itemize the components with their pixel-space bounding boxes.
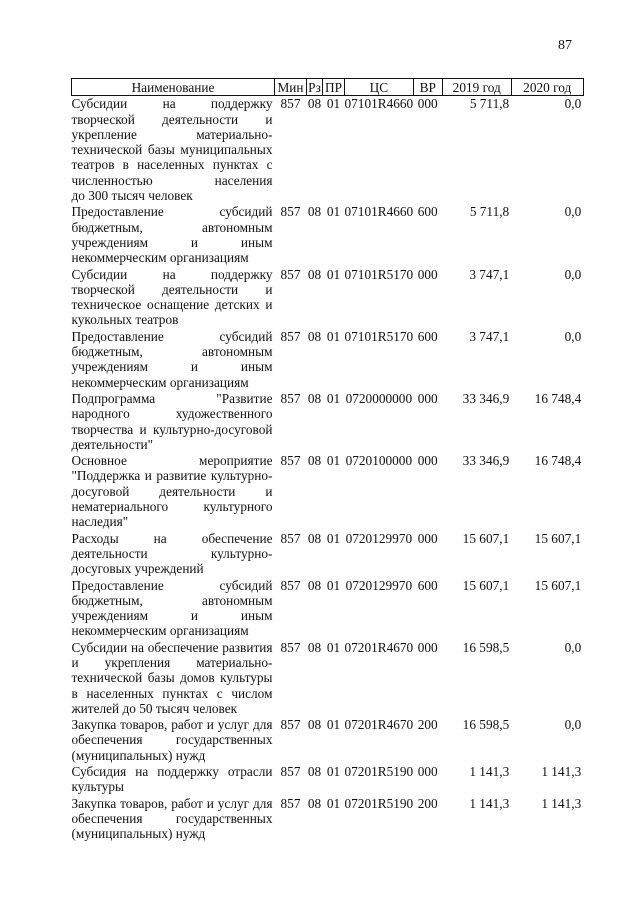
table-row bbox=[72, 764, 584, 796]
row-cs: 07201R5190 bbox=[344, 764, 414, 780]
row-rz: 08 bbox=[307, 266, 322, 282]
row-name-line: и укрепления материально- bbox=[71, 654, 273, 670]
table-row bbox=[72, 640, 584, 717]
table-row bbox=[72, 267, 584, 329]
header-pr: ПР bbox=[323, 79, 345, 96]
row-2019: 5 711,8 bbox=[469, 96, 510, 112]
row-name-line: театров в населенных пунктах с bbox=[71, 157, 273, 173]
table-row bbox=[72, 717, 584, 764]
row-pr: 01 bbox=[326, 328, 341, 344]
row-name bbox=[72, 329, 275, 391]
row-min: 857 bbox=[280, 96, 301, 112]
header-min: Мин bbox=[275, 79, 307, 96]
row-name-line: некоммерческим организациям bbox=[71, 250, 249, 266]
row-cs: 07101R5170 bbox=[344, 266, 414, 282]
row-2020: 0,0 bbox=[564, 204, 582, 220]
row-cs: 07101R5170 bbox=[344, 328, 414, 344]
row-2019: 3 747,1 bbox=[469, 266, 510, 282]
row-vr: 000 bbox=[417, 390, 438, 406]
header-vr: ВР bbox=[413, 79, 442, 96]
row-name-line: Субсидии на обеспечение развития bbox=[71, 639, 273, 655]
row-pr: 01 bbox=[326, 639, 341, 655]
row-cs: 0720129970 bbox=[345, 530, 413, 546]
row-cs: 07201R4670 bbox=[344, 639, 414, 655]
row-min: 857 bbox=[280, 453, 301, 469]
row-pr: 01 bbox=[326, 577, 341, 593]
table-row bbox=[72, 391, 584, 453]
row-vr: 000 bbox=[417, 530, 438, 546]
header-cs: ЦС bbox=[345, 79, 414, 96]
row-name bbox=[72, 204, 275, 266]
row-name-line: кукольных театров bbox=[71, 312, 179, 328]
row-name-line: бюджетным, автономным bbox=[71, 219, 273, 235]
row-min: 857 bbox=[280, 795, 301, 811]
row-2020: 1 141,3 bbox=[541, 764, 582, 780]
row-min: 857 bbox=[280, 639, 301, 655]
budget-table bbox=[71, 78, 584, 843]
row-name-line: (муниципальных) нужд bbox=[71, 747, 206, 763]
row-name bbox=[72, 764, 275, 796]
header-rz: Рз bbox=[308, 80, 321, 95]
row-name-line: Основное мероприятие bbox=[71, 453, 273, 469]
row-min: 857 bbox=[280, 390, 301, 406]
row-cs: 07201R4670 bbox=[344, 717, 414, 733]
row-name-line: Субсидия на поддержку отрасли bbox=[71, 764, 273, 780]
row-2019: 33 346,9 bbox=[462, 390, 510, 406]
row-pr: 01 bbox=[326, 530, 341, 546]
row-min: 857 bbox=[280, 204, 301, 220]
row-name-line: (муниципальных) нужд bbox=[71, 826, 206, 842]
row-rz: 08 bbox=[307, 530, 322, 546]
row-2019: 16 598,5 bbox=[462, 639, 510, 655]
row-name bbox=[72, 391, 275, 453]
row-name-line: Предоставление субсидий bbox=[71, 204, 273, 220]
row-cs: 0720000000 bbox=[345, 390, 413, 406]
row-name-line: учреждениям и иным bbox=[71, 234, 273, 250]
row-name bbox=[72, 717, 275, 764]
row-name-line: учреждениям и иным bbox=[71, 608, 273, 624]
table-row bbox=[72, 531, 584, 578]
header-name: Наименование bbox=[72, 79, 275, 96]
row-rz: 08 bbox=[307, 639, 322, 655]
row-vr: 200 bbox=[417, 795, 438, 811]
row-name-line: деятельности культурно- bbox=[71, 545, 273, 561]
row-name-line: некоммерческим организациям bbox=[71, 374, 249, 390]
row-name-line: творчества и культурно-досуговой bbox=[71, 421, 273, 437]
row-name-line: численностью населения bbox=[71, 172, 273, 188]
row-vr: 000 bbox=[417, 96, 438, 112]
table-row bbox=[72, 96, 584, 205]
row-cs: 07101R4660 bbox=[344, 96, 414, 112]
row-vr: 600 bbox=[417, 577, 438, 593]
table-row bbox=[72, 578, 584, 640]
row-name bbox=[72, 578, 275, 640]
row-rz: 08 bbox=[307, 204, 322, 220]
row-name bbox=[72, 267, 275, 329]
row-name-line: обеспечения государственных bbox=[71, 732, 273, 748]
row-pr: 01 bbox=[326, 266, 341, 282]
row-name-line: обеспечения государственных bbox=[71, 810, 273, 826]
row-name-line: творческой деятельности и bbox=[71, 281, 273, 297]
row-name-line: Субсидии на поддержку bbox=[71, 266, 273, 282]
row-2020: 0,0 bbox=[564, 266, 582, 282]
row-pr: 01 bbox=[326, 204, 341, 220]
row-vr: 600 bbox=[417, 328, 438, 344]
row-2019: 1 141,3 bbox=[469, 764, 510, 780]
row-pr: 01 bbox=[326, 764, 341, 780]
row-name bbox=[72, 640, 275, 717]
row-name-line: Субсидии на поддержку bbox=[71, 96, 273, 112]
row-vr: 000 bbox=[417, 453, 438, 469]
row-rz: 08 bbox=[307, 717, 322, 733]
row-min: 857 bbox=[280, 764, 301, 780]
row-2019: 15 607,1 bbox=[462, 577, 510, 593]
row-pr: 01 bbox=[326, 717, 341, 733]
table-row bbox=[72, 796, 584, 843]
row-cs: 07201R5190 bbox=[344, 795, 414, 811]
row-2020: 0,0 bbox=[564, 717, 582, 733]
page-number: 87 bbox=[558, 38, 572, 53]
row-2020: 16 748,4 bbox=[534, 390, 582, 406]
row-name-line: учреждениям и иным bbox=[71, 359, 273, 375]
row-rz: 08 bbox=[307, 577, 322, 593]
row-name-line: Подпрограмма "Развитие bbox=[71, 390, 273, 406]
row-name-line: "Поддержка и развитие культурно- bbox=[71, 468, 273, 484]
row-2019: 1 141,3 bbox=[469, 795, 510, 811]
row-cs: 0720100000 bbox=[345, 453, 413, 469]
row-pr: 01 bbox=[326, 390, 341, 406]
row-rz: 08 bbox=[307, 764, 322, 780]
row-2019: 15 607,1 bbox=[462, 530, 510, 546]
row-name-line: в населенных пунктах с числом bbox=[71, 685, 273, 701]
row-pr: 01 bbox=[326, 795, 341, 811]
row-name bbox=[72, 453, 275, 530]
row-rz: 08 bbox=[307, 453, 322, 469]
row-2019: 5 711,8 bbox=[469, 204, 510, 220]
table-row bbox=[72, 329, 584, 391]
table-row bbox=[72, 204, 584, 266]
row-name-line: бюджетным, автономным bbox=[71, 592, 273, 608]
row-rz: 08 bbox=[307, 96, 322, 112]
row-name-line: досуговых учреждений bbox=[71, 561, 204, 577]
row-name-line: Закупка товаров, работ и услуг для bbox=[71, 717, 273, 733]
row-pr: 01 bbox=[326, 453, 341, 469]
row-pr: 01 bbox=[326, 96, 341, 112]
row-rz: 08 bbox=[307, 390, 322, 406]
row-vr: 600 bbox=[417, 204, 438, 220]
row-2019: 3 747,1 bbox=[469, 328, 510, 344]
row-name-line: технической базы домов культуры bbox=[71, 670, 273, 686]
row-name-line: техническое оснащение детских и bbox=[71, 297, 273, 313]
row-name-line: Расходы на обеспечение bbox=[71, 530, 273, 546]
row-rz: 08 bbox=[307, 328, 322, 344]
row-name bbox=[72, 531, 275, 578]
row-name-line: нематериального культурного bbox=[71, 499, 273, 515]
row-min: 857 bbox=[280, 717, 301, 733]
row-2020: 15 607,1 bbox=[534, 577, 582, 593]
row-name-line: Предоставление субсидий bbox=[71, 577, 273, 593]
header-2019: 2019 год bbox=[442, 79, 511, 96]
row-name-line: жителей до 50 тысяч человек bbox=[71, 700, 238, 716]
row-name-line: культуры bbox=[71, 779, 124, 795]
row-name bbox=[72, 796, 275, 843]
row-name-line: досуговой деятельности и bbox=[71, 483, 273, 499]
row-name-line: укрепление материально- bbox=[71, 126, 273, 142]
row-cs: 0720129970 bbox=[345, 577, 413, 593]
row-2020: 1 141,3 bbox=[541, 795, 582, 811]
row-min: 857 bbox=[280, 328, 301, 344]
row-2020: 0,0 bbox=[564, 639, 582, 655]
row-name-line: наследия" bbox=[71, 514, 129, 530]
row-vr: 000 bbox=[417, 639, 438, 655]
row-2020: 16 748,4 bbox=[534, 453, 582, 469]
row-name-line: некоммерческим организациям bbox=[71, 623, 249, 639]
row-name-line: Закупка товаров, работ и услуг для bbox=[71, 795, 273, 811]
row-vr: 000 bbox=[417, 266, 438, 282]
row-name-line: до 300 тысяч человек bbox=[71, 188, 193, 204]
row-name-line: бюджетным, автономным bbox=[71, 344, 273, 360]
header-2020: 2020 год bbox=[511, 79, 583, 96]
table-body bbox=[72, 96, 584, 843]
row-name-line: народного художественного bbox=[71, 406, 273, 422]
row-name-line: деятельности" bbox=[71, 436, 154, 452]
row-name-line: технической базы муниципальных bbox=[71, 142, 273, 158]
row-cs: 07101R4660 bbox=[344, 204, 414, 220]
row-name-line: Предоставление субсидий bbox=[71, 328, 273, 344]
row-vr: 200 bbox=[417, 717, 438, 733]
row-2019: 33 346,9 bbox=[462, 453, 510, 469]
table-row bbox=[72, 453, 584, 530]
row-name-line: творческой деятельности и bbox=[71, 111, 273, 127]
table-header-row bbox=[72, 79, 584, 96]
row-2019: 16 598,5 bbox=[462, 717, 510, 733]
row-2020: 0,0 bbox=[564, 96, 582, 112]
row-min: 857 bbox=[280, 266, 301, 282]
row-2020: 15 607,1 bbox=[534, 530, 582, 546]
row-2020: 0,0 bbox=[564, 328, 582, 344]
row-name bbox=[72, 96, 275, 205]
row-rz: 08 bbox=[307, 795, 322, 811]
row-min: 857 bbox=[280, 577, 301, 593]
row-vr: 000 bbox=[417, 764, 438, 780]
row-min: 857 bbox=[280, 530, 301, 546]
